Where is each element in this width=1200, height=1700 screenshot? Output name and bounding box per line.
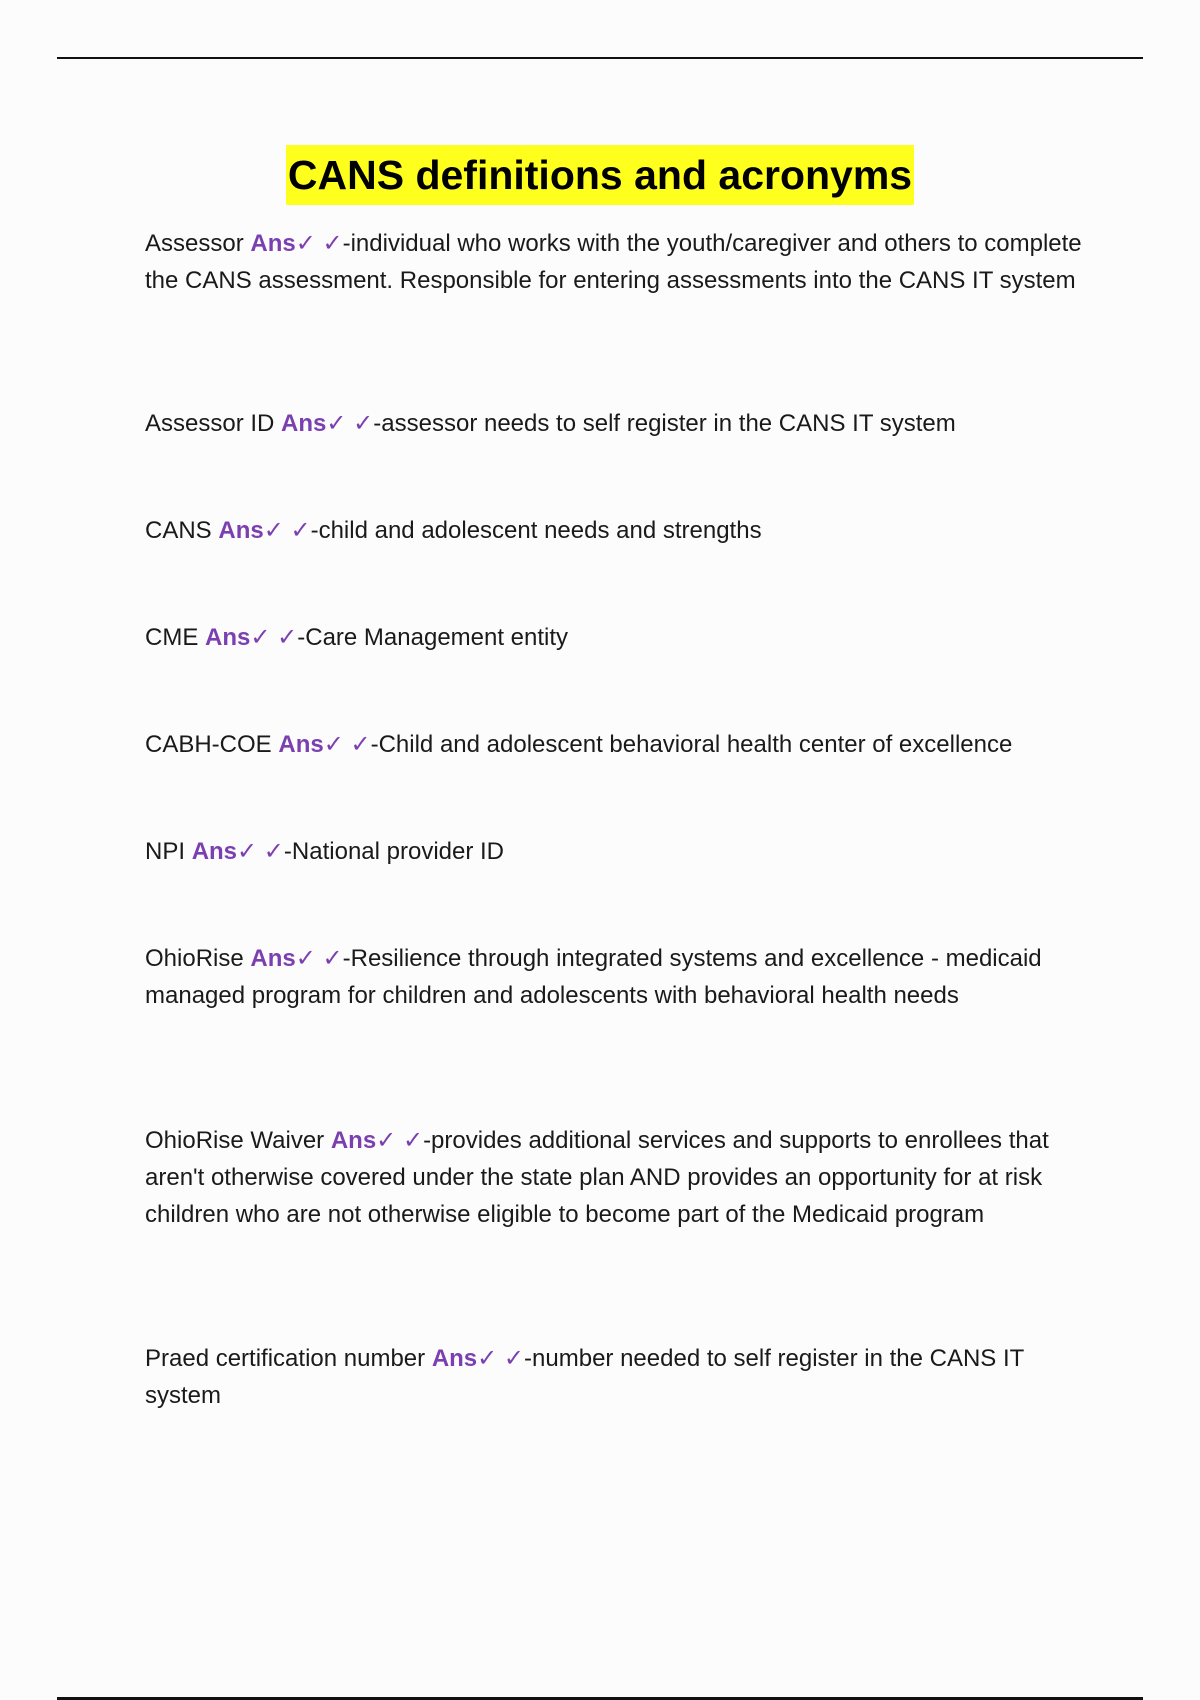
answer-label: Ans: [330, 1127, 377, 1154]
entry-praed-certification-number: [145, 1340, 1095, 1414]
entry-definition: -Care Management entity: [297, 624, 569, 651]
entry-definition: -Resilience through integrated systems and excellence - medicaid managed program for children and adolescents with behavioral health needs: [145, 945, 1042, 1009]
entry-term: CANS: [145, 517, 212, 544]
answer-label: Ans: [278, 731, 324, 758]
entry-term: OhioRise: [145, 945, 244, 972]
entry-definition: -Child and adolescent behavioral health center of excellence: [370, 731, 1013, 758]
entry-definition: -assessor needs to self register in the CANS IT system: [373, 410, 956, 437]
entry-definition: -child and adolescent needs and strengths: [310, 517, 762, 544]
entry-term: Praed certification number: [145, 1345, 426, 1372]
entry-term: OhioRise Waiver: [145, 1127, 325, 1154]
entry-definition: -number needed to self register in the CANS IT system: [145, 1345, 1024, 1409]
entry-cabh-coe: [145, 726, 1095, 763]
entry-cans: [145, 512, 1095, 549]
check-icon: ✓ ✓: [295, 230, 343, 257]
entry-definition: -National provider ID: [283, 838, 505, 865]
entry-cme: [145, 619, 1095, 656]
entry-definition: -individual who works with the youth/caregiver and others to complete the CANS assessment. Responsible for entering assessments into the CANS IT system: [145, 230, 1082, 294]
answer-label: Ans: [191, 838, 238, 865]
check-icon: ✓ ✓: [237, 838, 284, 865]
answer-label: Ans: [218, 517, 264, 544]
entry-ohiorise: [145, 940, 1095, 1014]
check-icon: ✓ ✓: [250, 624, 298, 651]
check-icon: ✓ ✓: [295, 945, 343, 972]
check-icon: ✓ ✓: [263, 517, 311, 544]
answer-label: Ans: [431, 1345, 478, 1372]
check-icon: ✓ ✓: [323, 731, 371, 758]
entry-assessor: [145, 225, 1095, 299]
answer-label: Ans: [281, 410, 327, 437]
check-icon: ✓ ✓: [477, 1345, 525, 1372]
check-icon: ✓ ✓: [326, 410, 374, 437]
entry-term: CME: [145, 624, 199, 651]
answer-label: Ans: [205, 624, 251, 651]
top-divider: [57, 57, 1143, 59]
entry-assessor-id: [145, 405, 1095, 442]
document-title: CANS definitions and acronyms: [286, 145, 914, 205]
answer-label: Ans: [250, 945, 296, 972]
answer-label: Ans: [250, 230, 296, 257]
entry-npi: [145, 833, 1095, 870]
check-icon: ✓ ✓: [376, 1127, 424, 1154]
entry-term: CABH-COE: [145, 731, 272, 758]
entry-term: NPI: [145, 838, 186, 865]
entry-definition: -provides additional services and supports to enrollees that aren't otherwise covered under the state plan AND provides an opportunity for at risk children who are not otherwise eligible to become part of the Medicaid program: [145, 1127, 1049, 1228]
entry-ohiorise-waiver: [145, 1122, 1095, 1233]
title-container: [0, 145, 1200, 205]
entry-term: Assessor: [145, 230, 244, 257]
entry-term: Assessor ID: [145, 410, 275, 437]
